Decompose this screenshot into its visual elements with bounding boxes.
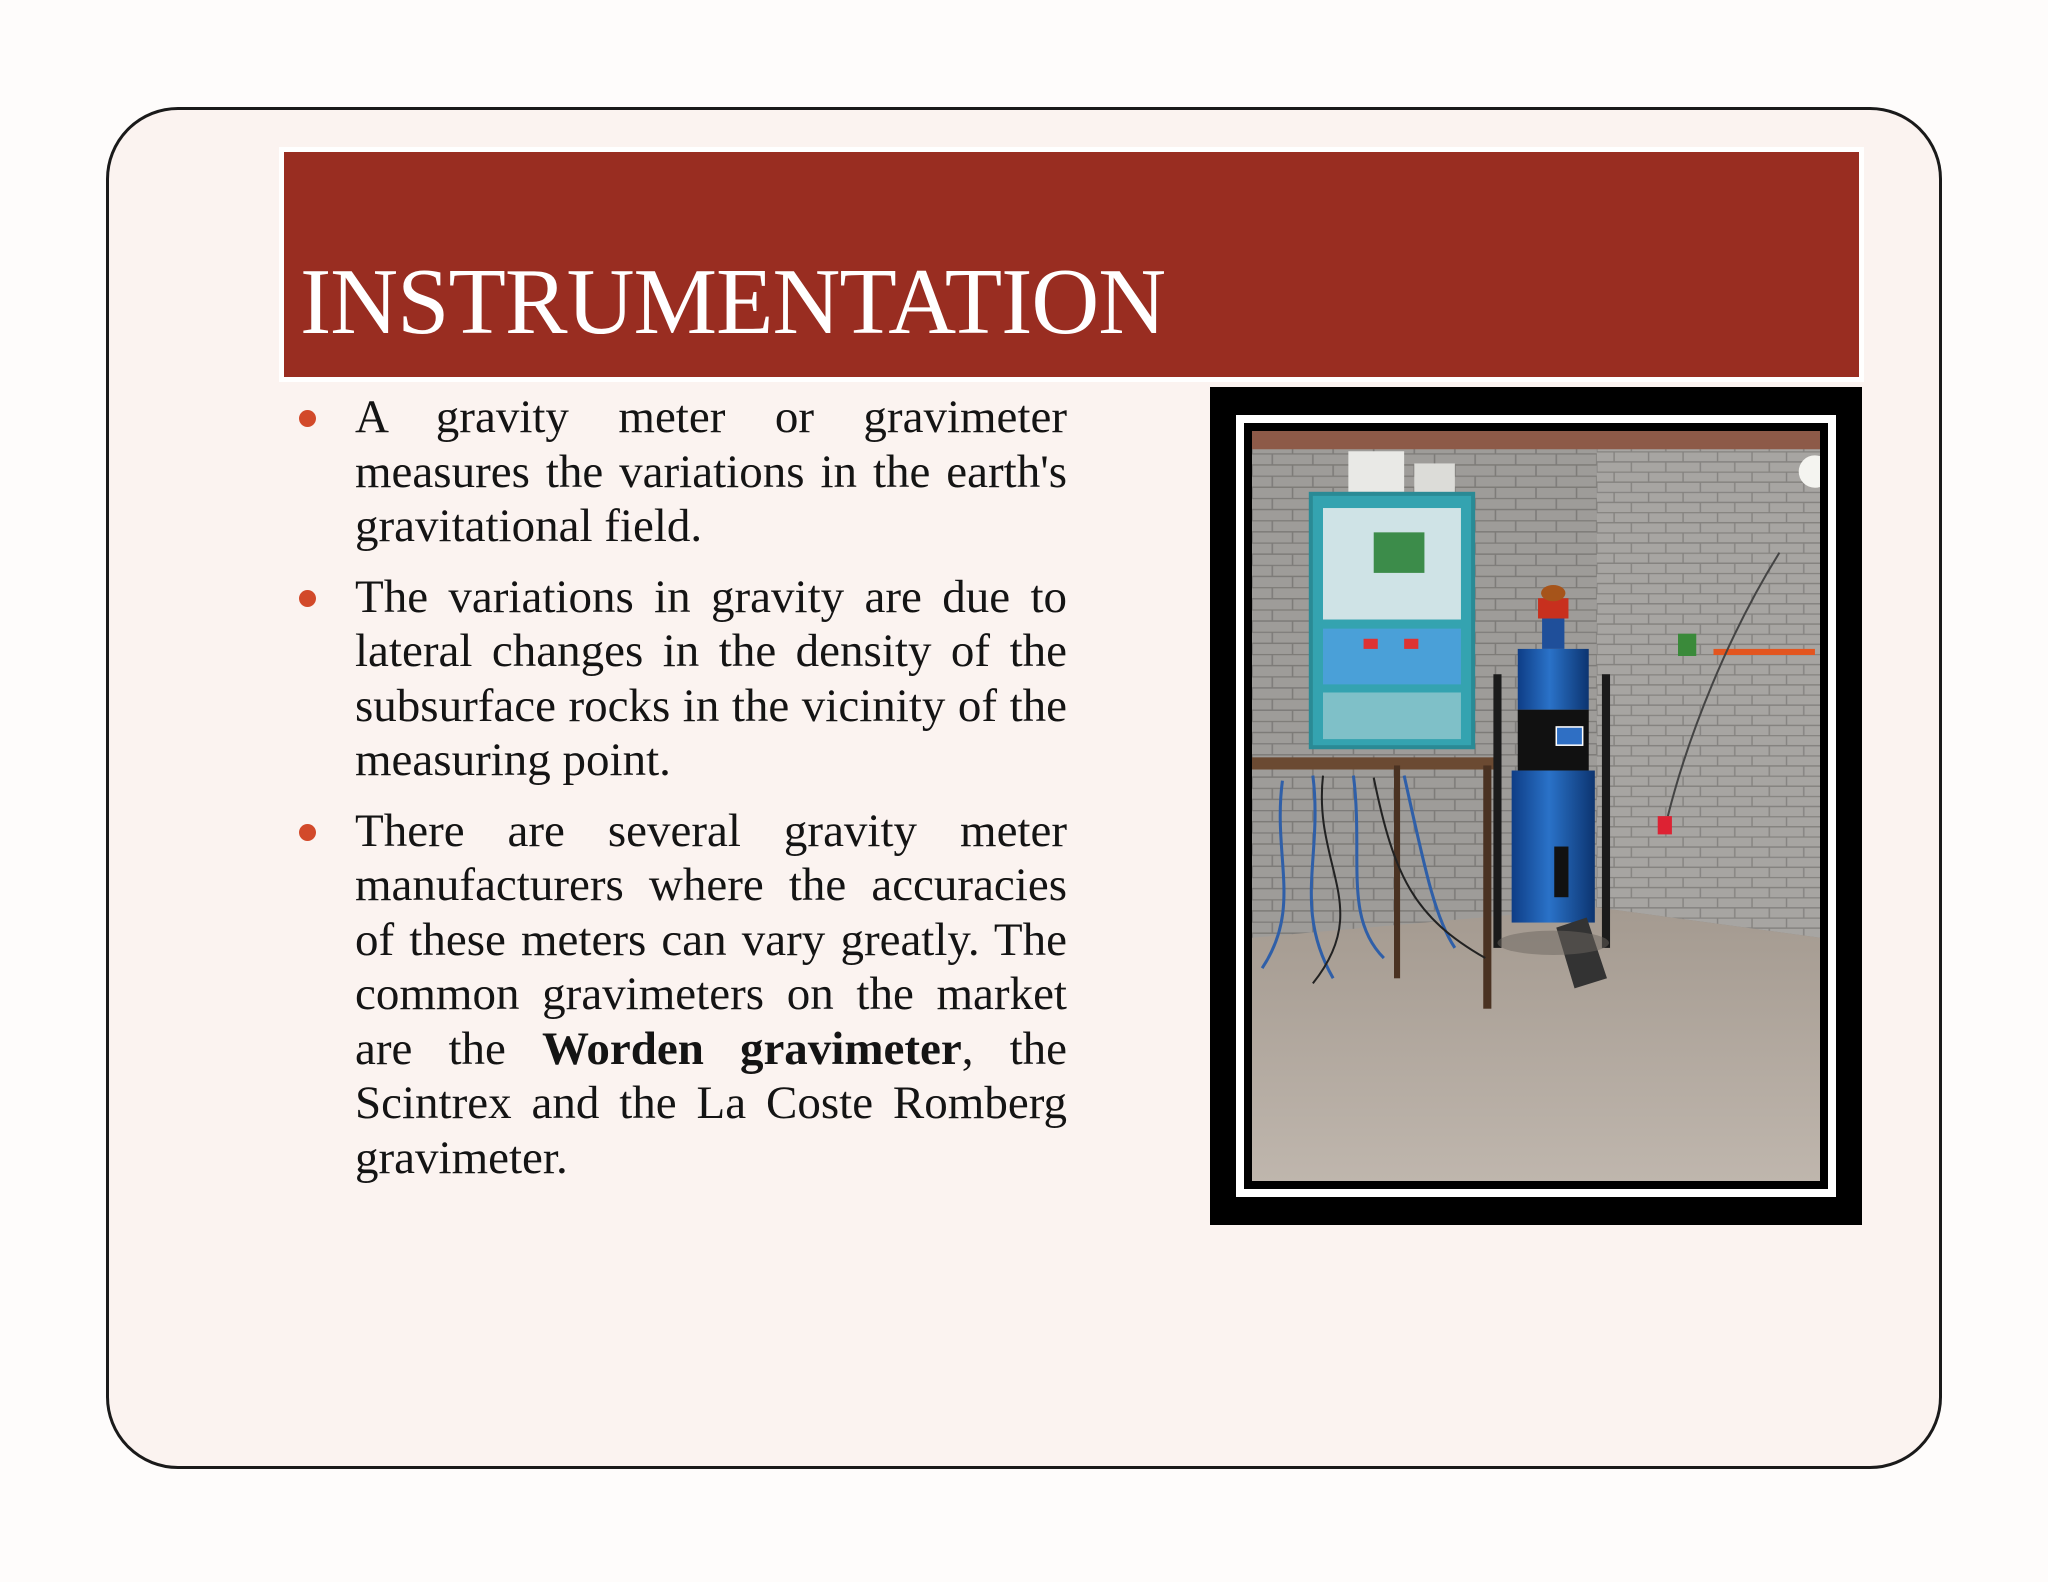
slide-title: INSTRUMENTATION (300, 250, 1166, 354)
photo-frame (1210, 387, 1862, 1225)
bullet-text: , the Scintrex and the La Coste Romberg gravimeter. (355, 1022, 1067, 1184)
title-bar (284, 152, 1859, 377)
bullet-icon (299, 824, 316, 841)
bullet-icon (299, 590, 316, 607)
bullet-item (295, 390, 1067, 554)
bullet-list (295, 390, 1067, 1201)
gravimeter-photo (1252, 431, 1820, 1181)
bullet-bold-text: Worden gravimeter (541, 1022, 962, 1075)
bullet-text: There are several gravity meter manufacturers where the accuracies of these meters can vary greatly. The common gravimeters on the market are the (355, 804, 1067, 1075)
bullet-icon (299, 410, 316, 427)
bullet-text: The variations in gravity are due to lateral changes in the density of the subsurface rocks in the vicinity of the measuring point. (355, 570, 1067, 786)
bullet-item (295, 804, 1067, 1186)
bullet-item (295, 570, 1067, 788)
bullet-text: A gravity meter or gravimeter measures the variations in the earth's gravitational field. (355, 391, 1067, 552)
gravimeter-photo-illustration (1252, 431, 1820, 1181)
photo-border (1236, 415, 1836, 1197)
